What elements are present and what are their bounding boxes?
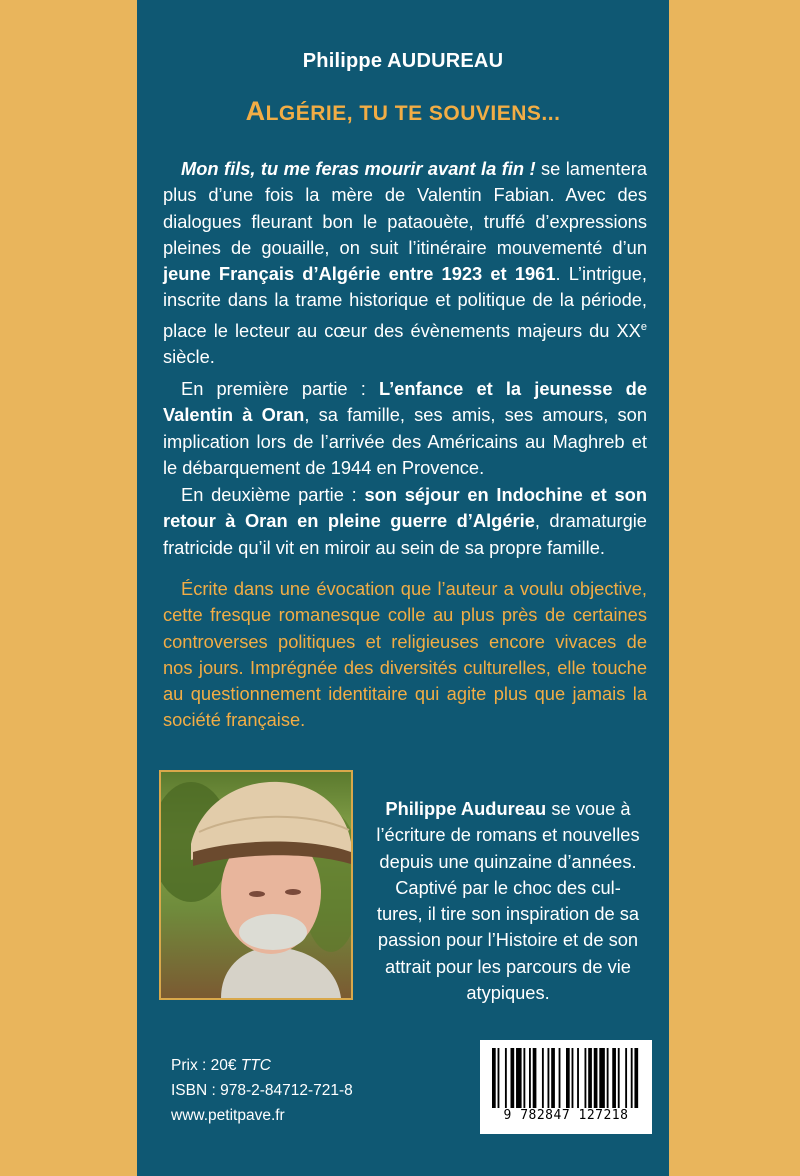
summary-paragraph-1: Mon fils, tu me feras mourir avant la fin ! se lamentera plus d’une fois la mère de Valentin Fabian. Avec des dialogues fleurant bon le pataouète, truffé d’expressions pleines de gouaille, on suit l’itinéraire mouvementé d’un jeune Français d’Algérie entre 1923 et 1961. L’intrigue, inscrite dans la trame historique et politique de la période, place le lecteur au cœur des évènements majeurs du XXe siècle. <box>163 158 648 368</box>
book-title <box>137 96 669 127</box>
barcode <box>480 1040 652 1134</box>
author-portrait-icon <box>161 772 351 998</box>
author-photo <box>159 770 353 1000</box>
opening-quote: Mon fils, tu me feras mourir avant la fin ! <box>181 158 536 179</box>
summary-paragraph-2: En première partie : L’enfance et la jeunesse de Valentin à Oran, sa famille, ses amis, ses amours, son implication lors de l’arrivée des Américains au Maghreb et le débarquement de 1944 en Provence. <box>163 378 648 478</box>
isbn: ISBN : 978-2-84712-721-8 <box>171 1082 353 1099</box>
book-info <box>171 1053 353 1128</box>
author-name: Philippe AUDUREAU <box>302 50 504 72</box>
title-initial: A <box>245 96 266 126</box>
barcode-number: 9 782847 127218 <box>503 1108 629 1123</box>
title-rest: LGÉRIE, TU TE SOUVIENS... <box>265 102 561 125</box>
barcode-icon <box>492 1048 640 1108</box>
back-cover-panel <box>137 0 669 1176</box>
price: Prix : 20€ TTC <box>171 1057 271 1074</box>
author-bio: Philippe Audureau se voue à l’écriture de romans et nouvelles depuis une quinzaine d’années. Captivé par le choc des cul- tures, il tire son inspiration de sa passion pour l’Histoire et de son attrait pour les parcours de vie atypiques. <box>376 798 640 1004</box>
summary-paragraph-3: En deuxième partie : son séjour en Indochine et son retour à Oran en pleine guerre d’Algérie, dramaturgie fratricide qu’il vit en miroir au sein de sa propre famille. <box>163 484 647 558</box>
website-link[interactable]: www.petitpave.fr <box>171 1107 285 1124</box>
summary-paragraph-4: Écrite dans une évocation que l’auteur a voulu objective, cette fresque romanesque colle au plus près de certaines controverses politiques et religieuses encore vivaces de nos jours. Imprégnée des diversités culturelles, elle touche au questionnement identitaire qui agite plus que jamais la société française. <box>163 578 647 731</box>
bio-author-name: Philippe Audureau <box>385 798 547 819</box>
